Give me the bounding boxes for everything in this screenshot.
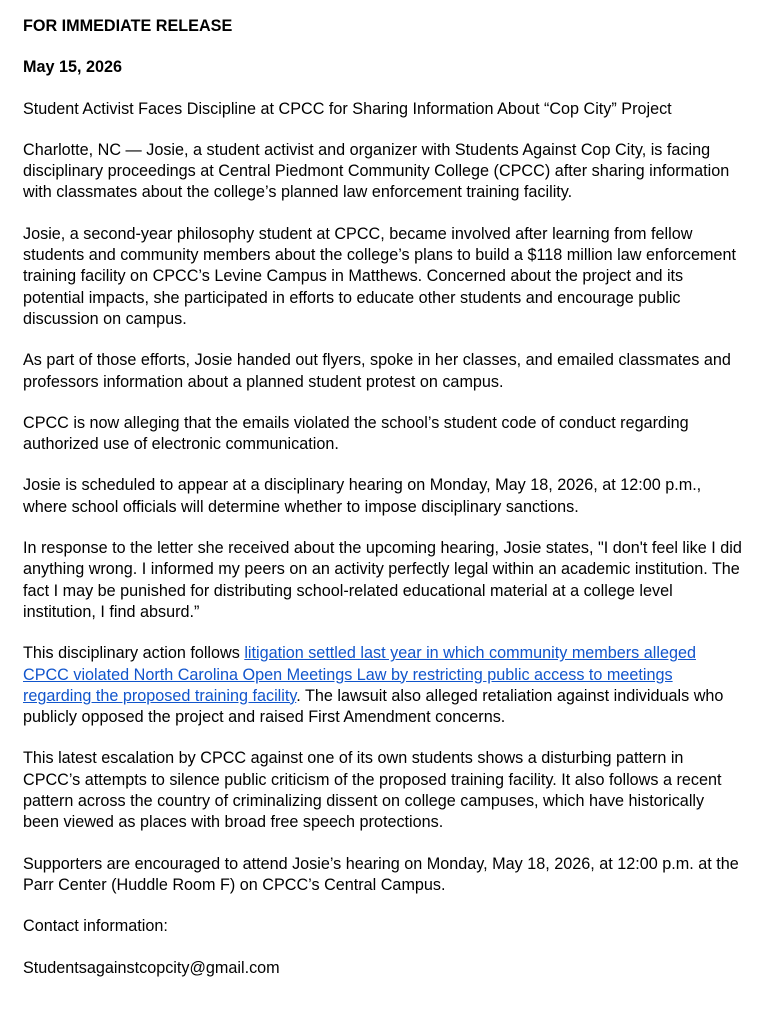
release-date: May 15, 2026 [23, 58, 122, 77]
litigation-link[interactable]: litigation settled last year in which community members alleged CPCC violated North Carolina Open Meetings Law by restricting public access to meetings regarding the proposed training facility [23, 644, 696, 705]
paragraph-quote: In response to the letter she received about the upcoming hearing, Josie states, "I don't feel like I did anything wrong. I informed my peers on an activity perfectly legal within an academic institution. The fact I may be punished for distributing school-related educational material at a college level institution, I find absurd.” [23, 539, 742, 621]
litigation-text-after: . The lawsuit also alleged retaliation against individuals who publicly opposed the project and raised First Amendment concerns. [23, 686, 724, 727]
paragraph-supporters: Supporters are encouraged to attend Josie’s hearing on Monday, May 18, 2026, at 12:00 p.m. at the Parr Center (Huddle Room F) on CPCC’s Central Campus. [23, 854, 739, 894]
paragraph-background: Josie, a second-year philosophy student at CPCC, became involved after learning from fellow students and community members about the college’s plans to build a $118 million law enforcement training facility on CPCC’s Levine Campus in Matthews. Concerned about the project and its potential impacts, she participated in efforts to educate other students and encourage public discussion on campus. [23, 224, 736, 328]
paragraph-escalation: This latest escalation by CPCC against one of its own students shows a disturbing pattern in CPCC’s attempts to silence public criticism of the proposed training facility. It also follows a recent pattern across the country of criminalizing dissent on college campuses, which have historically been viewed as places with broad free speech protections. [23, 749, 722, 832]
paragraph-intro: Charlotte, NC — Josie, a student activist and organizer with Students Against Cop City, is facing disciplinary proceedings at Central Piedmont Community College (CPCC) after sharing information with classmates about the college’s planned law enforcement training facility. [23, 140, 730, 202]
paragraph-allegation: CPCC is now alleging that the emails violated the school’s student code of conduct regarding authorized use of electronic communication. [23, 413, 689, 454]
paragraph-hearing: Josie is scheduled to appear at a disciplinary hearing on Monday, May 18, 2026, at 12:00 p.m., where school officials will determine whether to impose disciplinary sanctions. [23, 476, 702, 516]
contact-label: Contact information: [23, 917, 168, 936]
release-headline: Student Activist Faces Discipline at CPCC for Sharing Information About “Cop City” Project [23, 99, 672, 118]
contact-email: Studentsagainstcopcity@gmail.com [23, 958, 280, 977]
litigation-text-before: This disciplinary action follows [23, 644, 245, 663]
release-header: FOR IMMEDIATE RELEASE [23, 17, 233, 35]
paragraph-efforts: As part of those efforts, Josie handed out flyers, spoke in her classes, and emailed classmates and professors information about a planned student protest on campus. [23, 351, 731, 391]
paragraph-litigation [23, 643, 743, 728]
